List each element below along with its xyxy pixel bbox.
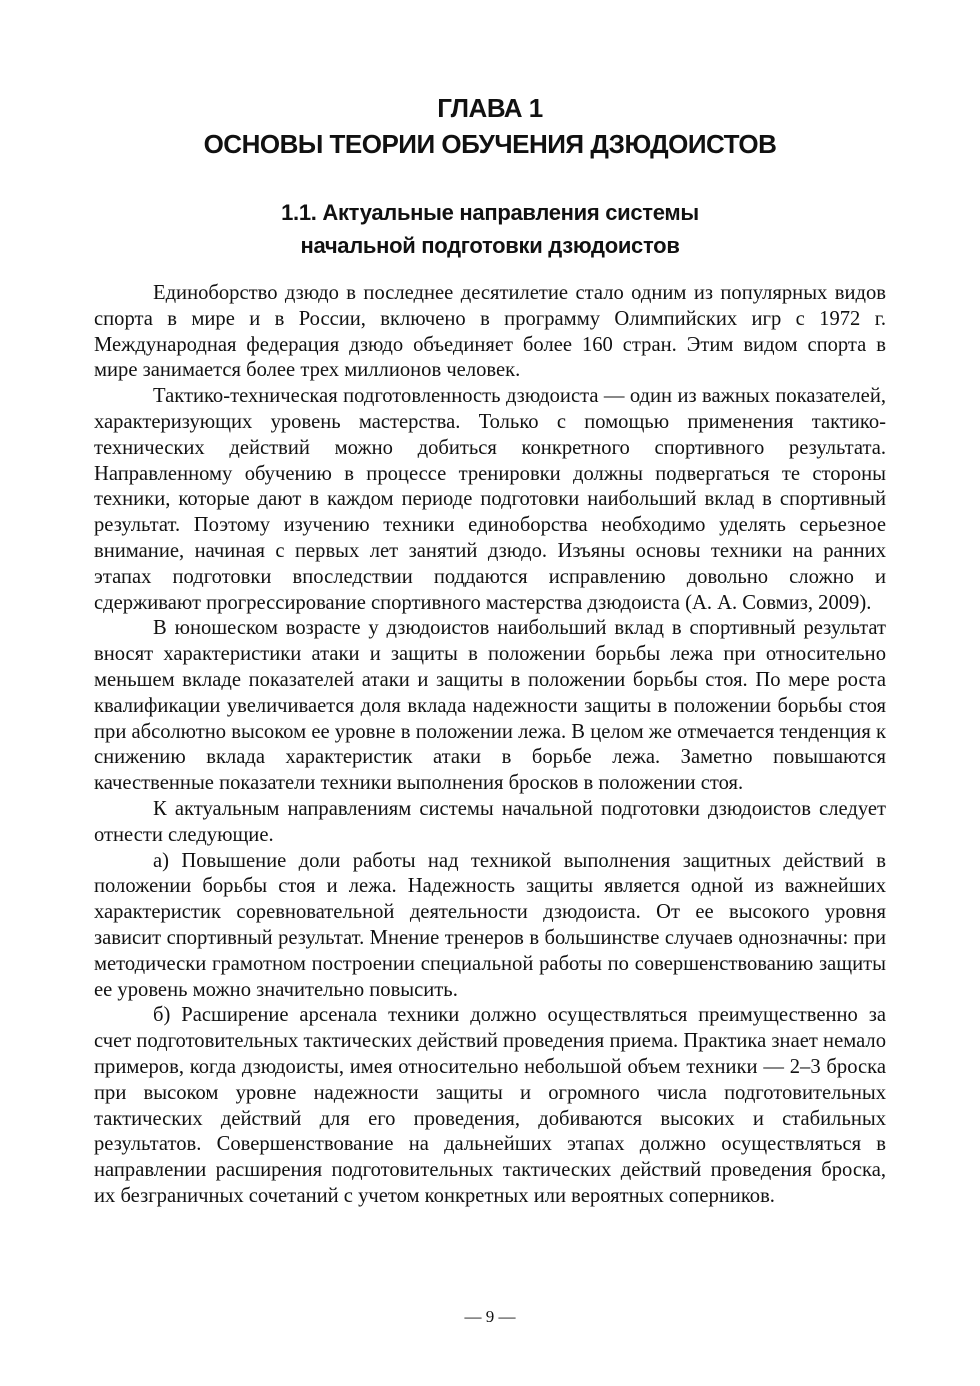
chapter-title: ОСНОВЫ ТЕОРИИ ОБУЧЕНИЯ ДЗЮДОИСТОВ [203, 129, 777, 159]
body-text [94, 281, 886, 1210]
section-title-line-1: 1.1. Актуальные направления системы [281, 200, 699, 225]
section-title-line-2: начальной подготовки дзюдоистов [300, 233, 680, 258]
paragraph-1: Единоборство дзюдо в последнее десятилетие стало одним из популярных видов спорта в мире и в России, включено в программу Олимпийских игр с 1972 г. Международная федерация дзюдо объединяет более 160 стран. Этим видом спорта в мире занимается более трех миллионов человек. [94, 282, 886, 382]
paragraph-3: В юношеском возрасте у дзюдоистов наибольший вклад в спортивный результат вносят характеристики атаки и защиты в положении борьбы лежа при относительно меньшем вкладе показателей атаки и защиты в положении борьбы стоя. По мере роста квалификации увеличивается доля вклада надежности защиты в положении борьбы стоя при абсолютно высоком ее уровне в положении лежа. В целом же отмечается тенденция к снижению вклада характеристик атаки в борьбе лежа. Заметно повышаются качественные показатели техники выполнения бросков в положении стоя. [94, 617, 886, 795]
section-heading [0, 196, 980, 262]
paragraph-4: К актуальным направлениям системы начальной подготовки дзюдоистов следует отнести следующие. [94, 797, 886, 846]
paragraph-2: Тактико-техническая подготовленность дзюдоиста — один из важных показателей, характеризующих уровень мастерства. Только с помощью применения тактико-технических действий можно добиться конкретного спортивного результата. Направленному обучению в процессе тренировки должны подвергаться те стороны техники, которые дают в каждом периоде подготовки наибольший вклад в спортивный результат. Поэтому изучению техники единоборства необходимо уделять серьезное внимание, начиная с первых лет занятий дзюдо. Изъяны основы техники на ранних этапах подготовки впоследствии поддаются исправлению довольно сложно и сдерживают прогрессирование спортивного мастерства дзюдоиста (А. А. Совмиз, 2009). [94, 385, 886, 614]
paragraph-6-item-b: б) Расширение арсенала техники должно осуществляться преимущественно за счет подготовительных тактических действий проведения приема. Практика знает немало примеров, когда дзюдоисты, имея относительно небольшой объем техники — 2–3 броска при высоком уровне надежности защиты и огромного числа подготовительных тактических действий для его проведения, добиваются высоких и стабильных результатов. Совершенствование на дальнейших этапах должно осуществляться в направлении расширения подготовительных тактических действий проведения броска, их безграничных сочетаний с учетом конкретных или вероятных соперников. [94, 1004, 886, 1207]
chapter-label: ГЛАВА 1 [437, 93, 543, 123]
page-number: — 9 — [464, 1307, 516, 1326]
paragraph-5-item-a: а) Повышение доли работы над техникой выполнения защитных действий в положении борьбы стоя и лежа. Надежность защиты является одной из важнейших характеристик соревновательной деятельности дзюдоиста. От ее высокого уровня зависит спортивный результат. Мнение тренеров в большинстве случаев однозначны: при методически грамотном построении специальной работы по совершенствованию защиты ее уровень можно значительно повысить. [94, 849, 886, 1001]
chapter-heading [0, 90, 980, 162]
